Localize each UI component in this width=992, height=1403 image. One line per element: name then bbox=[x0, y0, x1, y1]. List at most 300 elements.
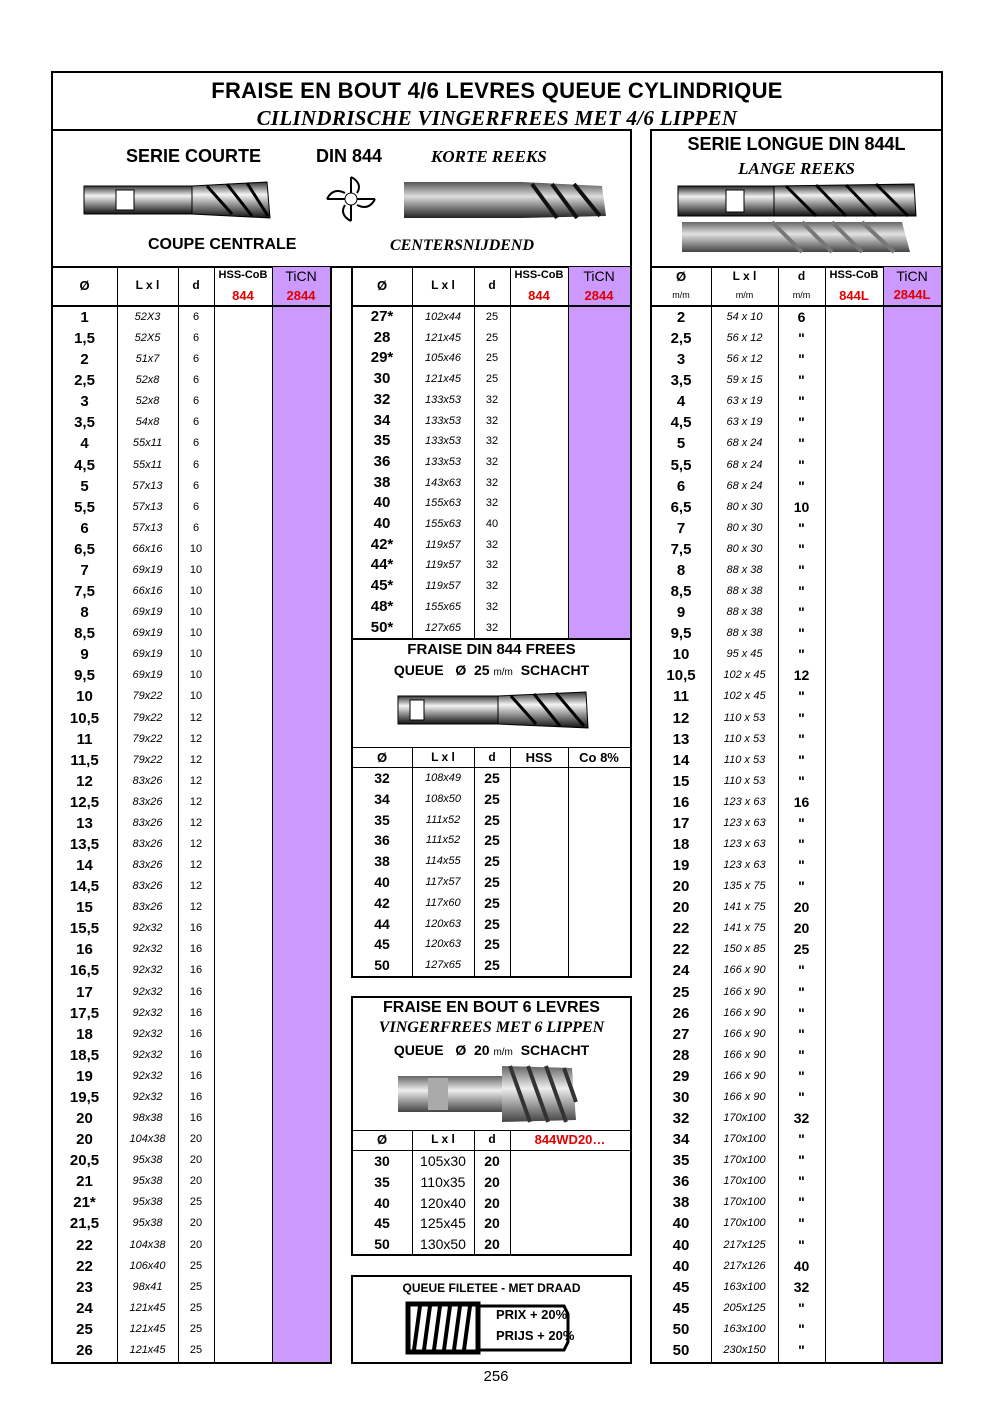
left-row-dia: 19,5 bbox=[69, 1088, 100, 1106]
left-row-d: 25 bbox=[189, 1280, 203, 1293]
threaded-title: QUEUE FILETEE - MET DRAAD bbox=[402, 1281, 581, 1295]
right-row-dia: 3,5 bbox=[670, 372, 692, 390]
left-row-lxl: 55x11 bbox=[132, 437, 163, 450]
mid-row-lxl: 155x63 bbox=[424, 518, 462, 530]
six-row-dia: 30 bbox=[374, 1153, 390, 1169]
left-row-lxl: 92x32 bbox=[132, 1027, 163, 1040]
left-row-dia: 11 bbox=[76, 730, 93, 748]
right-row-lxl: 59 x 15 bbox=[726, 374, 763, 387]
short-end-mill-photo bbox=[402, 178, 608, 222]
left-row-lxl: 83x26 bbox=[132, 901, 163, 914]
right-row-lxl: 56 x 12 bbox=[726, 332, 763, 345]
left-row-d: 10 bbox=[189, 690, 203, 703]
right-row-d: 16 bbox=[793, 793, 810, 810]
mid-row-lxl: 127x65 bbox=[424, 621, 462, 634]
din-row-lxl: 120x63 bbox=[424, 917, 462, 930]
right-row-dia: 40 bbox=[672, 1236, 690, 1254]
mid-row-lxl: 155x65 bbox=[424, 600, 462, 613]
right-row-dia: 2,5 bbox=[670, 330, 692, 348]
din-row-d: 25 bbox=[484, 811, 500, 828]
right-row-dia: 9 bbox=[676, 604, 686, 622]
mid-row-dia: 29* bbox=[370, 349, 394, 367]
right-row-dia: 14 bbox=[672, 751, 690, 769]
six-row-lxl: 110x35 bbox=[420, 1173, 466, 1190]
right-row-d: " bbox=[798, 583, 805, 600]
mid-row-dia: 42* bbox=[370, 535, 394, 553]
mid-row-d: 32 bbox=[485, 600, 499, 613]
right-row-lxl: 110 x 53 bbox=[723, 774, 766, 787]
din844-end-mill-illustration bbox=[396, 688, 592, 732]
right-row-d: " bbox=[798, 772, 805, 789]
right-row-dia: 26 bbox=[672, 1004, 690, 1022]
mid-row-dia: 35 bbox=[373, 432, 391, 450]
left-row-lxl: 98x41 bbox=[132, 1280, 163, 1293]
left-row-d: 6 bbox=[192, 479, 200, 492]
right-row-dia: 7 bbox=[676, 519, 686, 537]
left-row-dia: 3,5 bbox=[74, 414, 95, 432]
right-row-d: " bbox=[798, 1299, 805, 1316]
left-row-dia: 2,5 bbox=[74, 372, 95, 390]
six-hdr-dia: Ø bbox=[376, 1132, 388, 1147]
left-row-dia: 16 bbox=[76, 941, 93, 959]
left-row-d: 12 bbox=[189, 732, 203, 745]
din-row-d: 25 bbox=[484, 957, 500, 974]
right-row-dia: 22 bbox=[672, 920, 690, 938]
right-row-dia: 12 bbox=[672, 709, 690, 727]
left-row-dia: 10,5 bbox=[69, 709, 100, 727]
right-row-d: 10 bbox=[793, 498, 810, 515]
right-hdr-d: d bbox=[797, 269, 806, 283]
left-row-d: 6 bbox=[192, 311, 200, 323]
left-row-d: 10 bbox=[189, 606, 203, 619]
right-row-lxl: 205x125 bbox=[723, 1301, 766, 1314]
right-row-d: 32 bbox=[793, 1278, 810, 1295]
din-row-lxl: 127x65 bbox=[424, 959, 462, 972]
right-row-d: " bbox=[798, 1194, 805, 1211]
right-row-dia: 20 bbox=[672, 899, 690, 917]
right-row-lxl: 123 x 63 bbox=[723, 816, 766, 829]
left-row-dia: 20 bbox=[76, 1110, 93, 1128]
mid-ticn-column-fill bbox=[568, 267, 630, 639]
six-row-dia: 35 bbox=[374, 1173, 390, 1190]
right-row-dia: 4 bbox=[676, 393, 686, 411]
right-row-d: " bbox=[798, 1067, 805, 1084]
left-row-dia: 6,5 bbox=[74, 540, 95, 558]
right-row-dia: 20 bbox=[672, 878, 690, 896]
left-row-d: 25 bbox=[189, 1343, 203, 1356]
right-row-dia: 5 bbox=[676, 435, 686, 453]
right-row-dia: 7,5 bbox=[670, 540, 692, 558]
right-row-d: " bbox=[798, 1173, 805, 1190]
left-hdr-lxl: L x l bbox=[135, 278, 160, 292]
left-row-d: 6 bbox=[192, 374, 200, 387]
left-row-dia: 8,5 bbox=[74, 625, 95, 643]
din-row-lxl: 114x55 bbox=[425, 855, 461, 868]
right-hdr-844L: 844L bbox=[839, 288, 869, 303]
mid-hdr-ticn: TiCN bbox=[583, 268, 615, 284]
din-row-dia: 38 bbox=[374, 853, 390, 870]
left-row-lxl: 92x32 bbox=[132, 943, 163, 956]
right-row-d: " bbox=[798, 1236, 805, 1253]
left-row-d: 20 bbox=[189, 1217, 203, 1230]
left-row-d: 6 bbox=[192, 437, 200, 450]
mid-row-dia: 48* bbox=[370, 597, 394, 615]
right-row-dia: 24 bbox=[672, 962, 690, 980]
right-row-lxl: 166 x 90 bbox=[723, 1048, 766, 1061]
right-row-dia: 11 bbox=[673, 688, 689, 706]
right-row-dia: 34 bbox=[672, 1131, 690, 1149]
left-row-d: 6 bbox=[192, 521, 200, 534]
mid-hdr-d: d bbox=[488, 278, 496, 292]
right-row-d: " bbox=[798, 646, 805, 663]
six-row-dia: 50 bbox=[374, 1236, 390, 1253]
din-hdr-dia: Ø bbox=[376, 750, 388, 765]
mid-row-dia: 34 bbox=[373, 411, 391, 429]
din844-queue-line: QUEUE Ø 25 m/m SCHACHT bbox=[393, 662, 590, 678]
right-row-dia: 36 bbox=[672, 1173, 690, 1191]
mid-row-dia: 30 bbox=[373, 370, 391, 388]
mid-hdr-2844: 2844 bbox=[584, 288, 614, 303]
right-hdr-dia: Ø bbox=[675, 269, 687, 284]
six-row-d: 20 bbox=[484, 1153, 500, 1169]
right-row-dia: 45 bbox=[672, 1278, 690, 1296]
left-row-d: 10 bbox=[189, 669, 203, 682]
right-row-dia: 9,5 bbox=[670, 625, 692, 643]
right-row-lxl: 102 x 45 bbox=[723, 669, 766, 682]
din-row-dia: 45 bbox=[374, 936, 390, 953]
right-row-dia: 8,5 bbox=[670, 583, 692, 601]
left-row-d: 12 bbox=[189, 795, 203, 808]
left-row-dia: 23 bbox=[76, 1278, 93, 1296]
right-row-d: " bbox=[798, 393, 805, 410]
left-row-dia: 17 bbox=[76, 983, 93, 1001]
right-row-lxl: 80 x 30 bbox=[726, 521, 763, 534]
left-row-dia: 22 bbox=[76, 1236, 93, 1254]
right-row-d: " bbox=[798, 709, 805, 726]
left-row-dia: 11,5 bbox=[70, 751, 99, 769]
left-row-d: 6 bbox=[192, 353, 200, 366]
right-row-lxl: 230x150 bbox=[723, 1343, 766, 1356]
left-row-dia: 21* bbox=[73, 1194, 96, 1212]
right-row-d: " bbox=[798, 730, 805, 747]
right-row-lxl: 88 x 38 bbox=[726, 606, 763, 619]
mid-row-d: 32 bbox=[485, 559, 499, 572]
right-row-lxl: 95 x 45 bbox=[726, 648, 763, 661]
right-row-dia: 19 bbox=[672, 857, 690, 875]
din-row-d: 25 bbox=[484, 915, 500, 932]
left-row-dia: 18 bbox=[76, 1025, 93, 1043]
left-row-d: 6 bbox=[192, 395, 200, 408]
right-row-d: 40 bbox=[793, 1257, 810, 1274]
six-hdr-lxl: L x l bbox=[431, 1132, 455, 1146]
din-row-lxl: 108x49 bbox=[424, 772, 462, 784]
right-row-d: " bbox=[798, 1215, 805, 1232]
mid-row-lxl: 105x46 bbox=[424, 352, 462, 365]
right-row-d: " bbox=[798, 857, 805, 874]
mid-row-d: 25 bbox=[485, 373, 499, 386]
mid-row-dia: 38 bbox=[373, 473, 391, 491]
left-row-lxl: 66x16 bbox=[132, 585, 163, 598]
right-row-d: " bbox=[798, 414, 805, 431]
mid-row-d: 32 bbox=[485, 455, 499, 468]
right-row-lxl: 166 x 90 bbox=[723, 1006, 766, 1019]
left-row-lxl: 52x8 bbox=[135, 395, 160, 408]
left-row-dia: 4 bbox=[80, 435, 89, 453]
din-row-d: 25 bbox=[484, 874, 500, 890]
left-row-dia: 2 bbox=[80, 351, 89, 369]
mid-row-d: 32 bbox=[485, 414, 499, 427]
right-row-lxl: 170x100 bbox=[723, 1217, 766, 1230]
left-row-d: 20 bbox=[189, 1133, 203, 1146]
right-hdr-hss: HSS-CoB bbox=[829, 269, 879, 281]
right-row-dia: 25 bbox=[672, 983, 690, 1001]
left-row-lxl: 98x38 bbox=[132, 1112, 163, 1125]
mid-row-lxl: 143x63 bbox=[424, 476, 462, 489]
mid-row-lxl: 133x53 bbox=[424, 414, 462, 427]
left-row-lxl: 83x26 bbox=[132, 838, 163, 850]
page-title-nl: CILINDRISCHE VINGERFREES MET 4/6 LIPPEN bbox=[256, 106, 738, 130]
left-hdr-844: 844 bbox=[232, 288, 254, 303]
right-row-dia: 50 bbox=[672, 1341, 690, 1359]
left-row-lxl: 83x26 bbox=[132, 816, 163, 829]
right-hdr-mm1: m/m bbox=[672, 290, 690, 300]
left-row-dia: 20,5 bbox=[69, 1152, 100, 1170]
right-row-dia: 10,5 bbox=[666, 667, 696, 685]
left-row-lxl: 51x7 bbox=[135, 353, 160, 366]
right-row-dia: 29 bbox=[672, 1067, 690, 1085]
right-row-lxl: 166 x 90 bbox=[723, 1069, 766, 1082]
left-row-d: 12 bbox=[189, 711, 203, 724]
six-hdr-code: 844WD20… bbox=[534, 1132, 606, 1147]
right-row-lxl: 68 x 24 bbox=[726, 458, 763, 471]
left-row-lxl: 79x22 bbox=[132, 690, 163, 703]
left-row-d: 6 bbox=[192, 332, 200, 345]
right-row-d: 6 bbox=[797, 309, 806, 325]
left-row-dia: 20 bbox=[76, 1131, 93, 1149]
din-row-dia: 32 bbox=[374, 770, 390, 786]
left-row-lxl: 69x19 bbox=[132, 606, 163, 619]
right-row-d: 12 bbox=[793, 667, 810, 684]
right-row-lxl: 63 x 19 bbox=[726, 395, 763, 408]
left-row-lxl: 92x32 bbox=[132, 922, 163, 935]
right-row-lxl: 163x100 bbox=[723, 1280, 766, 1293]
left-row-lxl: 95x38 bbox=[132, 1154, 163, 1167]
page-number: 256 bbox=[483, 1368, 509, 1385]
centersnijdend-label: CENTERSNIJDEND bbox=[390, 237, 535, 254]
mid-row-dia: 45* bbox=[370, 577, 394, 595]
coupe-centrale-label: COUPE CENTRALE bbox=[148, 236, 297, 253]
left-row-d: 20 bbox=[189, 1175, 203, 1188]
left-row-dia: 7,5 bbox=[74, 583, 95, 601]
left-row-dia: 16,5 bbox=[69, 962, 100, 980]
right-row-d: " bbox=[798, 688, 805, 705]
din-row-d: 25 bbox=[484, 936, 500, 953]
right-ticn-column-fill bbox=[883, 267, 941, 1362]
left-row-dia: 22 bbox=[76, 1257, 93, 1275]
din844-label: DIN 844 bbox=[316, 146, 383, 166]
right-row-d: " bbox=[798, 330, 805, 347]
left-row-lxl: 69x19 bbox=[132, 563, 163, 576]
left-row-d: 10 bbox=[189, 627, 203, 640]
left-row-d: 10 bbox=[189, 542, 203, 555]
right-row-d: " bbox=[798, 751, 805, 768]
din-hdr-lxl: L x l bbox=[431, 750, 455, 764]
right-row-d: " bbox=[798, 477, 805, 494]
right-row-lxl: 217x126 bbox=[723, 1259, 766, 1272]
right-row-d: " bbox=[798, 1025, 805, 1042]
six-row-dia: 40 bbox=[374, 1194, 390, 1211]
mid-row-lxl: 121x45 bbox=[424, 373, 462, 386]
mid-row-dia: 40 bbox=[373, 515, 391, 532]
left-row-d: 12 bbox=[189, 753, 203, 766]
din-row-d: 25 bbox=[484, 853, 500, 870]
right-row-dia: 4,5 bbox=[670, 414, 692, 432]
right-row-d: " bbox=[798, 962, 805, 979]
left-row-d: 16 bbox=[189, 1048, 203, 1061]
mid-row-lxl: 133x53 bbox=[424, 455, 462, 468]
right-row-lxl: 123 x 63 bbox=[723, 859, 766, 872]
right-row-lxl: 110 x 53 bbox=[723, 711, 766, 724]
left-row-lxl: 83x26 bbox=[132, 859, 163, 872]
left-row-d: 25 bbox=[189, 1322, 203, 1335]
din-row-lxl: 108x50 bbox=[424, 792, 462, 805]
left-row-lxl: 92x32 bbox=[132, 1069, 163, 1082]
right-row-lxl: 68 x 24 bbox=[726, 479, 763, 492]
right-row-d: " bbox=[798, 878, 805, 895]
left-row-d: 12 bbox=[189, 816, 203, 829]
din-row-dia: 42 bbox=[374, 894, 390, 911]
left-hdr-d: d bbox=[192, 278, 200, 292]
threaded-price-fr: PRIX + 20% bbox=[496, 1307, 568, 1322]
left-row-d: 12 bbox=[189, 880, 203, 893]
din-row-d: 25 bbox=[484, 832, 500, 849]
left-row-dia: 25 bbox=[76, 1320, 93, 1338]
left-row-lxl: 55x11 bbox=[132, 458, 163, 471]
left-row-dia: 13,5 bbox=[69, 836, 100, 853]
left-row-lxl: 121x45 bbox=[129, 1343, 166, 1356]
right-row-lxl: 88 x 38 bbox=[726, 585, 763, 598]
right-row-dia: 8 bbox=[676, 561, 686, 579]
mid-row-d: 32 bbox=[485, 435, 499, 448]
right-row-lxl: 63 x 19 bbox=[726, 416, 763, 429]
right-row-dia: 30 bbox=[672, 1088, 690, 1106]
right-row-lxl: 170x100 bbox=[723, 1154, 766, 1167]
right-row-d: 20 bbox=[793, 899, 810, 916]
right-row-dia: 50 bbox=[672, 1320, 690, 1338]
right-row-lxl: 54 x 10 bbox=[726, 311, 763, 323]
left-row-lxl: 79x22 bbox=[132, 732, 163, 745]
left-row-lxl: 54x8 bbox=[135, 416, 160, 429]
right-row-d: " bbox=[798, 351, 805, 368]
right-row-dia: 45 bbox=[672, 1299, 690, 1317]
left-row-dia: 12 bbox=[76, 772, 93, 790]
page-title-fr: FRAISE EN BOUT 4/6 LEVRES QUEUE CYLINDRIQUE bbox=[211, 78, 783, 103]
right-row-d: " bbox=[798, 1004, 805, 1021]
long-end-mill-illustration bbox=[676, 182, 920, 256]
left-row-d: 25 bbox=[189, 1196, 203, 1209]
left-row-d: 16 bbox=[189, 943, 203, 956]
mid-hdr-hss: HSS-CoB bbox=[514, 269, 564, 281]
right-row-lxl: 166 x 90 bbox=[723, 985, 766, 998]
right-row-d: " bbox=[798, 1046, 805, 1063]
left-row-lxl: 92x32 bbox=[132, 1048, 163, 1061]
mid-row-lxl: 119x57 bbox=[425, 559, 461, 572]
mid-row-dia: 27* bbox=[370, 308, 394, 325]
left-row-d: 20 bbox=[189, 1238, 203, 1251]
mid-row-d: 32 bbox=[485, 538, 499, 551]
left-row-dia: 14,5 bbox=[69, 878, 100, 896]
left-row-lxl: 92x32 bbox=[132, 1090, 163, 1103]
left-row-lxl: 95x38 bbox=[132, 1175, 163, 1188]
left-row-lxl: 121x45 bbox=[129, 1322, 166, 1335]
din-row-lxl: 117x57 bbox=[425, 876, 461, 888]
din-row-lxl: 111x52 bbox=[425, 813, 461, 826]
right-hdr-mm2: m/m bbox=[735, 290, 754, 300]
left-row-dia: 15 bbox=[76, 899, 93, 917]
mid-row-lxl: 155x63 bbox=[424, 497, 462, 510]
din-row-d: 25 bbox=[484, 790, 500, 807]
left-row-lxl: 104x38 bbox=[129, 1238, 166, 1251]
right-row-lxl: 170x100 bbox=[723, 1112, 766, 1125]
left-row-dia: 7 bbox=[80, 561, 89, 579]
right-row-dia: 40 bbox=[672, 1257, 690, 1275]
right-row-d: " bbox=[798, 540, 805, 557]
right-row-d: " bbox=[798, 814, 805, 831]
six-row-d: 20 bbox=[484, 1236, 500, 1253]
left-row-lxl: 79x22 bbox=[132, 711, 163, 724]
mid-row-lxl: 119x57 bbox=[425, 538, 461, 551]
right-row-dia: 28 bbox=[672, 1046, 690, 1064]
left-row-d: 12 bbox=[189, 838, 203, 850]
din-row-dia: 34 bbox=[374, 790, 390, 807]
mid-row-d: 25 bbox=[485, 311, 499, 323]
din-row-lxl: 111x52 bbox=[425, 834, 461, 847]
mid-hdr-dia: Ø bbox=[376, 278, 388, 293]
left-row-dia: 12,5 bbox=[69, 793, 100, 811]
right-row-lxl: 102 x 45 bbox=[723, 690, 766, 703]
mid-row-dia: 40 bbox=[373, 494, 391, 512]
left-row-lxl: 95x38 bbox=[132, 1196, 163, 1209]
din-row-dia: 36 bbox=[374, 832, 390, 849]
left-row-lxl: 104x38 bbox=[129, 1133, 166, 1146]
left-row-d: 6 bbox=[192, 458, 200, 471]
left-ticn-column-fill bbox=[272, 267, 330, 1362]
left-row-dia: 21 bbox=[76, 1173, 93, 1191]
left-hdr-2844: 2844 bbox=[286, 288, 316, 303]
six-row-d: 20 bbox=[484, 1215, 500, 1232]
left-row-dia: 13 bbox=[76, 814, 93, 832]
korte-reeks-label: KORTE REEKS bbox=[431, 147, 547, 166]
din-row-dia: 40 bbox=[374, 874, 390, 890]
right-row-lxl: 110 x 53 bbox=[723, 753, 766, 766]
left-row-lxl: 57x13 bbox=[132, 521, 163, 534]
left-row-lxl: 52X3 bbox=[134, 311, 161, 323]
right-row-dia: 16 bbox=[672, 793, 690, 811]
right-row-dia: 27 bbox=[672, 1025, 690, 1043]
six-row-d: 20 bbox=[484, 1194, 500, 1211]
right-row-dia: 32 bbox=[672, 1110, 690, 1128]
mid-row-d: 32 bbox=[485, 580, 499, 593]
left-row-lxl: 57x13 bbox=[132, 479, 163, 492]
right-row-lxl: 170x100 bbox=[723, 1133, 766, 1146]
din-row-d: 25 bbox=[484, 894, 500, 911]
six-lips-title-nl: VINGERFREES MET 6 LIPPEN bbox=[378, 1019, 605, 1036]
mid-row-dia: 44* bbox=[370, 556, 394, 574]
mid-row-dia: 28 bbox=[373, 328, 391, 346]
left-row-lxl: 92x32 bbox=[132, 985, 163, 998]
four-flute-cross-section-icon bbox=[323, 175, 379, 223]
left-row-lxl: 95x38 bbox=[132, 1217, 163, 1230]
